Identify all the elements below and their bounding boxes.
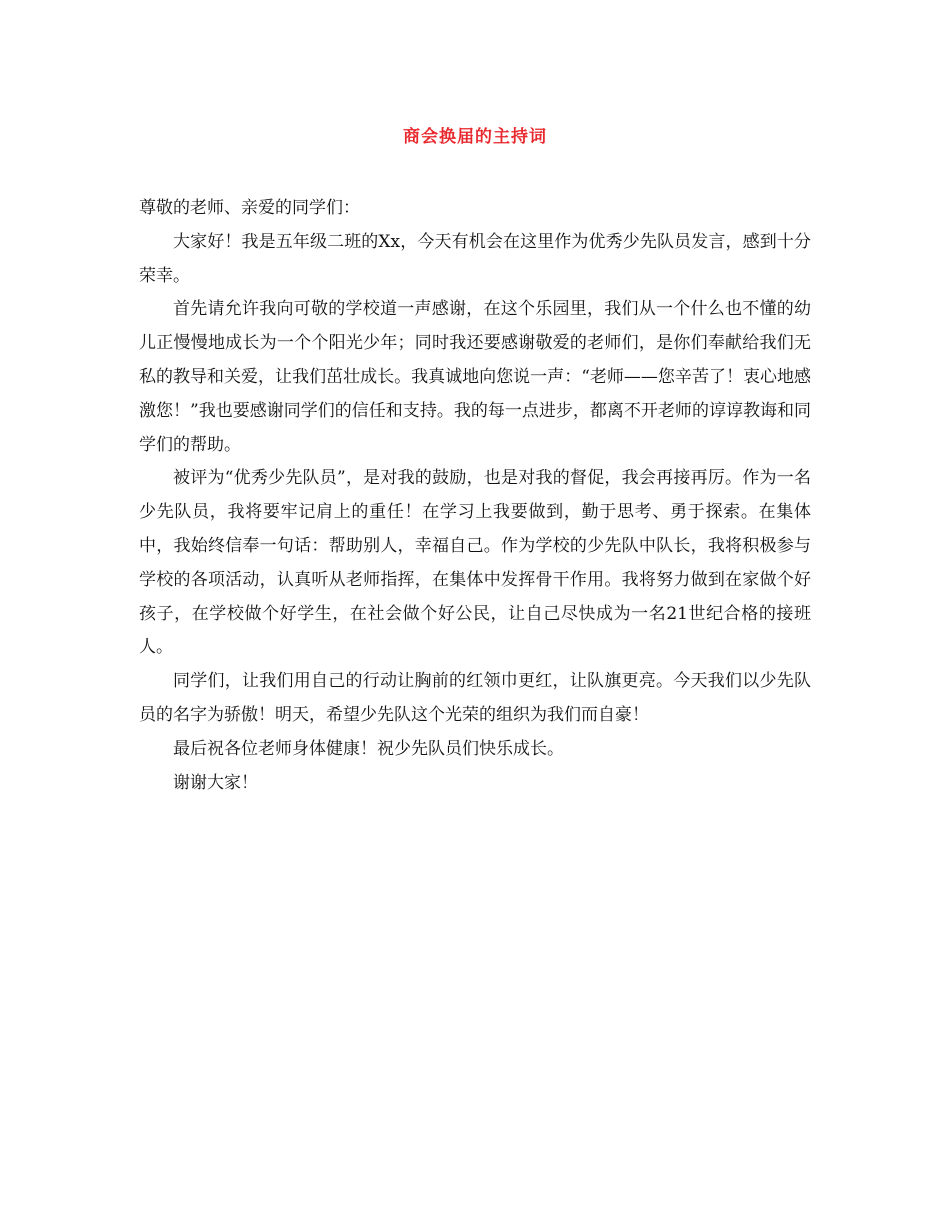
paragraph-call-to-action: 同学们，让我们用自己的行动让胸前的红领巾更红，让队旗更亮。今天我们以少先队员的名字为骄傲！明天，希望少先队这个光荣的组织为我们而自豪！: [139, 671, 811, 725]
document-title: 商会换届的主持词: [403, 127, 547, 147]
paragraph-wishes: 最后祝各位老师身体健康！祝少先队员们快乐成长。: [173, 738, 564, 759]
paragraph-greeting: 大家好！我是五年级二班的Xx，今天有机会在这里作为优秀少先队员发言，感到十分荣幸。: [139, 231, 811, 286]
paragraph-closing: 谢谢大家！: [173, 772, 258, 793]
salutation: 尊敬的老师、亲爱的同学们：: [139, 198, 360, 218]
paragraph-commitment: 被评为“优秀少先队员”，是对我的鼓励，也是对我的督促，我会再接再厉。作为一名少先队员，我将要牢记肩上的重任！在学习上我要做到，勤于思考、勇于探索。在集体中，我始终信奉一句话：帮助别人，幸福自己。作为学校的少先队中队长，我将积极参与学校的各项活动，认真听从老师指挥，在集体中发挥骨干作用。我将努力做到在家做个好孩子，在学校做个好学生，在社会做个好公民，让自己尽快成为一名21世纪合格的接班人。: [139, 468, 811, 658]
paragraph-thanks: 首先请允许我向可敬的学校道一声感谢，在这个乐园里，我们从一个什么也不懂的幼儿正慢慢地成长为一个个阳光少年；同时我还要感谢敬爱的老师们，是你们奉献给我们无私的教导和关爱，让我们茁壮成长。我真诚地向您说一声：“老师——您辛苦了！衷心地感激您！”我也要感谢同学们的信任和支持。我的每一点进步，都离不开老师的谆谆教诲和同学们的帮助。: [139, 299, 811, 455]
document-body: [139, 192, 811, 800]
